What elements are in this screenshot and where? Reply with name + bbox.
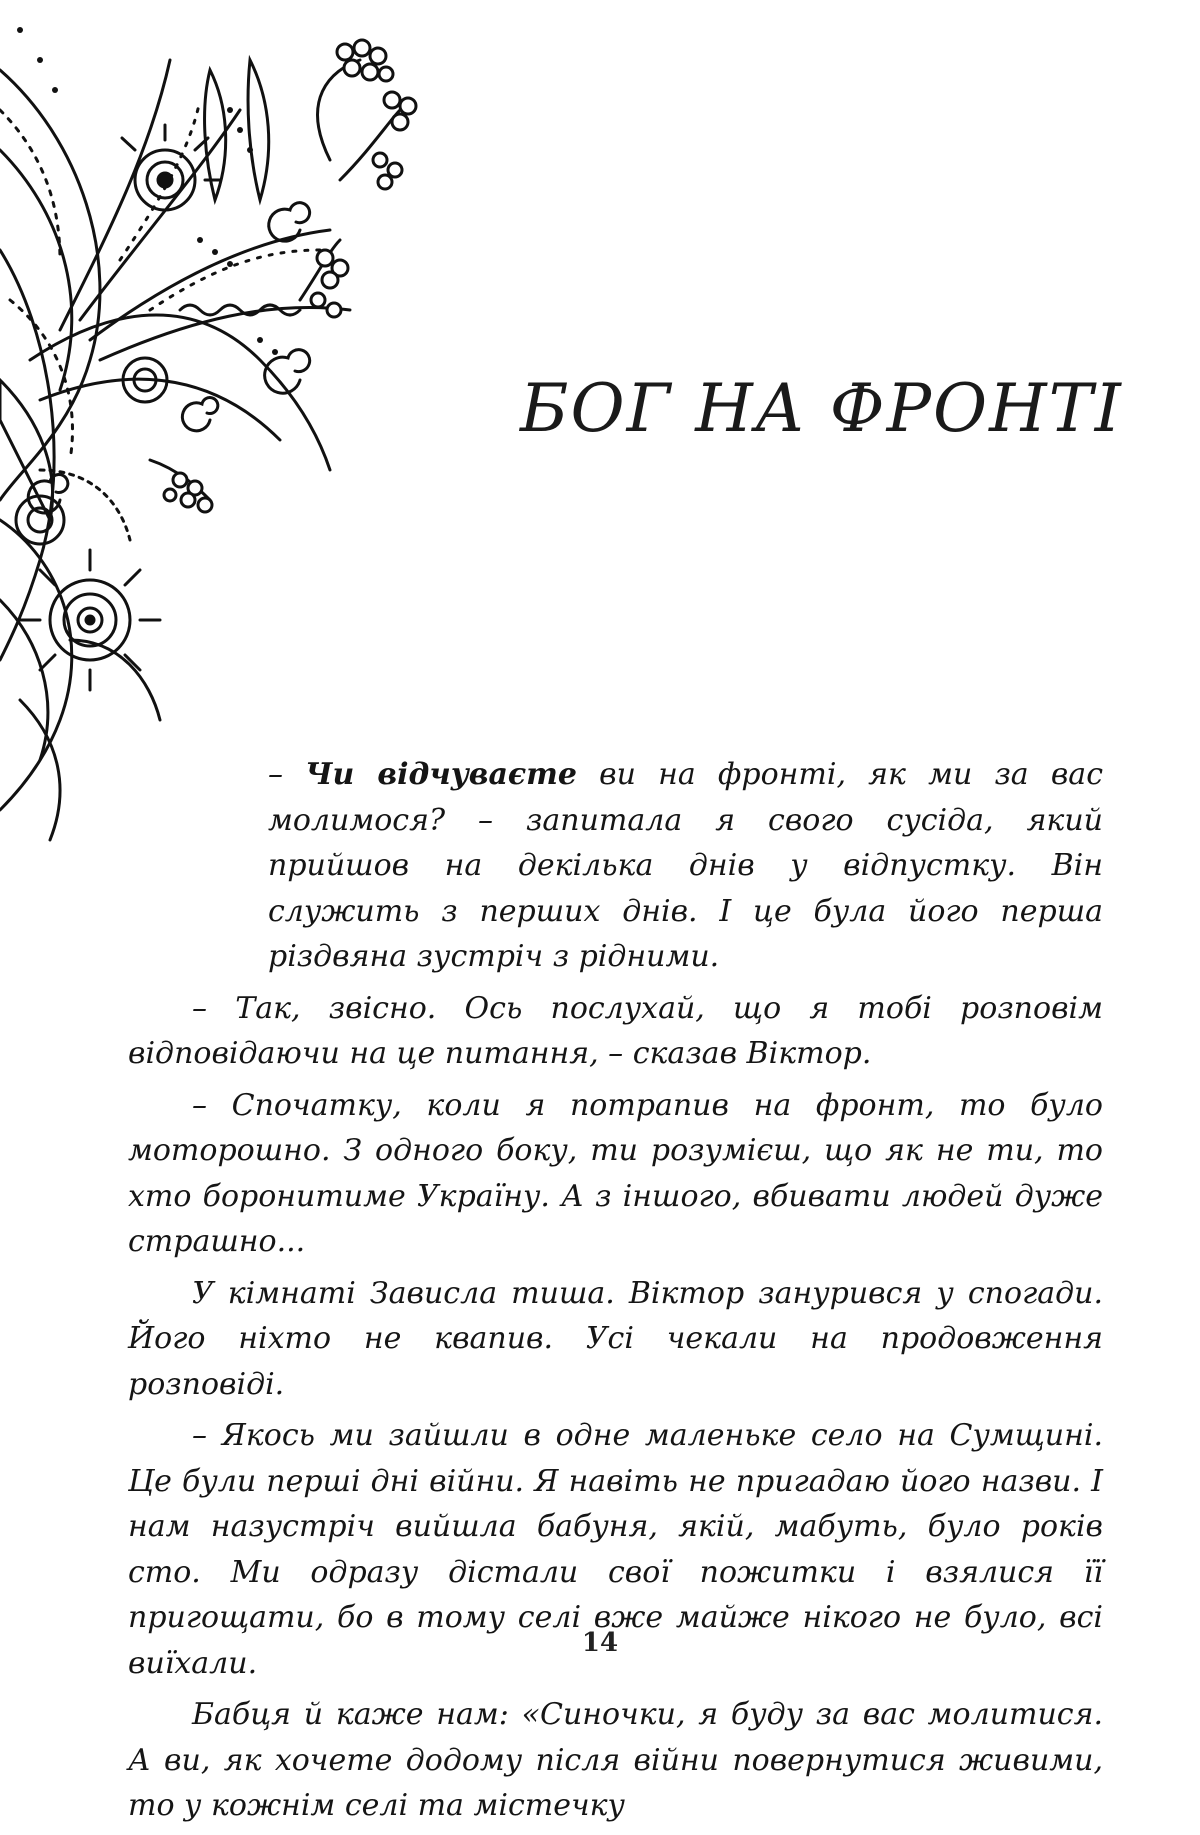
- paragraph: [128, 752, 1103, 980]
- page-title: БОГ НА ФРОНТІ: [520, 370, 1123, 447]
- paragraph: Бабця й каже нам: «Синочки, я буду за вас молитися. А ви, як хочете додому після війни повернутися живими, то у кожнім селі та містечку: [128, 1697, 1103, 1823]
- page-number: 14: [581, 1628, 619, 1658]
- paragraph: У кімнаті Зависла тиша. Віктор занурився у спогади. Його ніхто не квапив. Усі чекали на продовження розповіді.: [128, 1275, 1103, 1402]
- dialogue-dash: –: [268, 757, 306, 792]
- paragraph: – Якось ми зайшли в одне маленьке село на Сумщині. Це були перші дні війни. Я навіть не пригадаю його назви. І нам назустріч вийшла бабуня, якій, мабуть, було років сто. Ми одразу дістали свої пожитки і взялися її пригощати, бо в тому селі вже майже нікого не було, всі виїхали.: [128, 1418, 1103, 1681]
- floral-ornament: [0, 0, 470, 880]
- paragraph-text: ви на фронті, як ми за вас молимося? – запитала я свого сусіда, який прийшов на декілька днів у відпустку. Він служить з перших днів. І це була його перша різдвяна зустріч з рідними.: [268, 757, 1103, 974]
- paragraph: – Так, звісно. Ось послухай, що я тобі розповім відповідаючи на це питання, – сказав Віктор.: [128, 990, 1103, 1071]
- body-text: [128, 752, 1103, 1835]
- paragraph: – Спочатку, коли я потрапив на фронт, то було моторошно. З одного боку, ти розумієш, що як не ти, то хто боронитиме Україну. А з іншого, вбивати людей дуже страшно...: [128, 1087, 1103, 1259]
- bold-phrase: Чи відчуваєте: [305, 757, 578, 792]
